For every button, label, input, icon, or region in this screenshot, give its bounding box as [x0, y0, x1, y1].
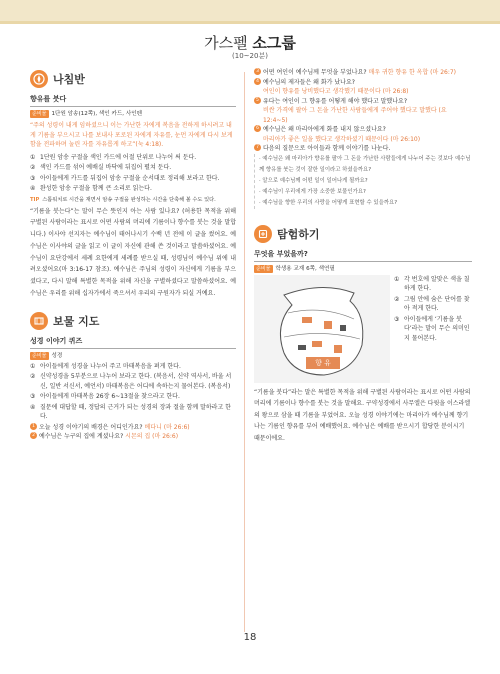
quiz-question: 다음의 질문으로 아이들과 함께 이야기를 나눈다.	[263, 145, 391, 152]
step-item	[30, 362, 236, 372]
materials-text: 학생용 교재 6쪽, 색연필	[275, 265, 335, 272]
section-header-tamheom	[254, 223, 472, 245]
materials-tag: 준비물	[32, 352, 47, 359]
materials-tag: 준비물	[32, 111, 47, 117]
quiz-answer: 마리아가 좋은 일을 했다고 생각하셨기 때문이다 (마 26:10)	[263, 135, 421, 143]
quiz-number: 2	[30, 432, 37, 439]
quiz-number: 5	[254, 97, 261, 104]
section-header-bomul	[30, 310, 236, 332]
right-column	[254, 68, 472, 444]
page-subtitle: (10~20분)	[232, 52, 268, 60]
quiz-item	[254, 68, 472, 78]
explore-icon	[254, 225, 272, 243]
page-number: 18	[243, 632, 257, 643]
subsection-title: 무엇을 부었을까?	[254, 249, 472, 262]
quiz-item	[254, 78, 472, 97]
treasure-map-icon	[30, 312, 48, 330]
materials-text: 1단원 암송(12쪽), 색인 카드, 사인펜	[51, 111, 143, 117]
story-paragraph	[30, 206, 236, 300]
memory-verse: “주의 성령이 내게 임하셨으니 이는 가난한 자에게 복음을 전하게 하시려고 내게 기름을 부으시고 나를 보내사 포로된 자에게 자유를, 눈먼 자에게 다시 보게 함을 전파하며 눌린 자를 자유롭게 하고”(눅 4:18).	[30, 122, 233, 148]
subsection-title: 성경 이야기 퀴즈	[30, 336, 236, 349]
quiz-answer: 베다니 (마 26:6)	[144, 423, 190, 431]
quiz-number: 3	[254, 68, 261, 75]
quiz-number: 4	[254, 78, 261, 85]
step-item	[394, 315, 472, 344]
activity-area	[254, 275, 472, 387]
discussion-questions	[254, 154, 472, 209]
step-text: 각 번호에 알맞은 색을 칠하게 한다.	[404, 275, 470, 292]
step-text: 아이들에게 성경을 나누어 주고 마태복음을 펴게 한다.	[40, 362, 181, 370]
step-text: 그림 안에 숨은 단어를 찾아 적게 한다.	[404, 295, 470, 312]
step-text: 색인 카드를 섞어 예배실 바닥에 뒤집어 펼쳐 둔다.	[40, 164, 172, 171]
discussion-question: · 예수님을 향한 우리의 사랑을 어떻게 표현할 수 있을까요?	[259, 199, 398, 206]
activity-steps	[394, 275, 472, 345]
step-text: 아이들에게 ‘기름을 붓다’라는 말이 무슨 의미인지 물어본다.	[404, 315, 470, 342]
quiz-question: 예수님의 제자들은 왜 화가 났나요?	[263, 78, 355, 86]
tip-text: 스톱워치로 시간을 재면서 암송 구절을 완성하는 시간을 단축해 볼 수도 있다.	[42, 196, 216, 203]
tip-tag: TIP	[30, 196, 40, 203]
section-title: 나침반	[53, 73, 85, 86]
quiz-question: 예수님은 왜 마리아에게 화를 내지 않으셨나요?	[263, 126, 386, 133]
quiz-question: 예수님은 누구의 집에 계셨나요?	[39, 433, 126, 441]
story-body: (허용한 목적을 위해 구별된 사람이라는 표시로 어떤 사람의 머리에 기름이나 향수를 붓는 것을 말합니다.) 이사야 선지자는 예수님이 태어나시기 수백 년 전에 이 글을 썼어요. 예수님은 이사야의 글을 읽고 이 글이 자신에 관해 쓴 것이라고 말씀하셨어요. 예수님이 요단강에서 세례 요한에게 세례를 받으실 때, 성령님이 예수님 위에 내려오셨어요(마 3:16-17 참조). 예수님은 주님의 성령이 자신에게 기름을 부으셨다고, 다시 말해 특별한 목적을 위해 자신을 구별하셨다고 말씀하셨어요. 예수님은 우리를 위해 십자가에서 죽으셔서 우리의 구원자가 되실 거예요.	[30, 207, 237, 298]
illustration-label: 향 유	[315, 358, 331, 367]
quiz-item	[254, 144, 472, 154]
section-title: 탐험하기	[277, 227, 320, 241]
quiz-question: 오늘 성경 이야기의 배경은 어디인가요?	[39, 423, 145, 431]
step-text: 아이들에게 마태복음 26장 6~13절을 찾으라고 한다.	[40, 393, 180, 401]
step-number: ①	[30, 362, 36, 370]
quiz-question: 어떤 여인이 예수님께 무엇을 부었나요?	[263, 69, 369, 76]
step-item	[394, 295, 472, 314]
step-number: ②	[30, 164, 36, 171]
step-item	[30, 153, 236, 163]
story-lead: “기름을 붓는다”는 말이 무슨 뜻인지 아는 사람 있나요?	[30, 207, 180, 215]
materials-row	[254, 265, 472, 273]
quiz-item	[30, 423, 236, 433]
step-item	[30, 372, 236, 391]
section-header-nachimban	[30, 68, 236, 90]
quiz-item	[254, 125, 472, 144]
step-number: ③	[30, 393, 36, 401]
step-item	[30, 163, 236, 173]
compass-icon	[30, 70, 48, 88]
quiz-answer: 여인이 향유를 낭비했다고 생각했기 때문이다 (마 26:8)	[263, 88, 409, 95]
step-number: ③	[394, 315, 400, 323]
quiz-question: 유다는 여인이 그 향유를 어떻게 해야 했다고 말했나요?	[262, 97, 408, 105]
quiz-number: 6	[254, 125, 261, 132]
page-title: 가스펠 소그룹	[204, 34, 296, 52]
quiz-number: 7	[254, 144, 261, 151]
explore-body: 사람의 머리에 기름이나 향수를 붓는 것을 말해요. 구약성경에서 사무엘은 다윗을 이스라엘의 왕으로 삼을 때 기름을 부었어요. 오늘 성경 이야기에는 마리아가 예수님께 향기나는 기름인 향유를 부어 예배했어요. 예수님은 예배를 받으시기 합당한 분이시기 때문이에요.	[254, 388, 471, 442]
step-number: ②	[30, 373, 36, 381]
explore-paragraph	[254, 387, 472, 445]
step-item	[30, 392, 236, 402]
section-title: 보물 지도	[53, 314, 100, 328]
step-number: ④	[30, 185, 36, 192]
step-text: 완성한 암송 구절을 함께 큰 소리로 읽는다.	[40, 185, 152, 192]
quiz-answer: 비싼 가격에 팔아 그 돈을 가난한 사람들에게 주어야 했다고 말했다 (요 12:4~5)	[262, 107, 447, 124]
discussion-question: · 예수님은 왜 마리아가 향유를 팔아 그 돈을 가난한 사람들에게 나누어 주는 것보다 예수님께 향유를 붓는 것이 잘한 일이라고 하셨을까요?	[259, 155, 471, 173]
perfume-jar-illustration	[254, 275, 390, 383]
materials-row	[30, 352, 236, 360]
step-text: 질문에 대답할 때, 정답의 근거가 되는 성경의 장과 절을 함께 말하라고 한다.	[40, 403, 231, 421]
discussion-question: · 예수님이 우리에게 가장 소중한 보물인가요?	[259, 188, 366, 195]
step-number: ①	[30, 153, 36, 161]
step-item	[30, 403, 236, 422]
step-text: 아이들에게 카드를 뒤집어 암송 구절을 순서대로 정리해 보라고 한다.	[40, 174, 220, 182]
materials-tag: 준비물	[256, 265, 271, 272]
step-item	[30, 174, 236, 184]
step-item	[394, 275, 472, 294]
step-number: ①	[394, 275, 400, 283]
quiz-answer: 시몬의 집 (마 26:6)	[125, 433, 179, 441]
quiz-item	[30, 432, 236, 442]
step-item	[30, 184, 236, 194]
step-number: ②	[394, 295, 400, 303]
top-banner	[0, 0, 500, 24]
step-number: ④	[30, 403, 36, 411]
materials-text: 성경	[51, 352, 63, 359]
explore-lead: “기름을 붓다”라는 말은 특별한 목적을 위해 구별된 사람이라는 표시로 어떤	[254, 388, 452, 396]
column-divider	[244, 72, 245, 632]
subsection-title: 향유를 붓다	[30, 94, 236, 107]
quiz-item	[254, 97, 472, 126]
tip-row	[30, 196, 236, 204]
step-text: 신약성경을 5부분으로 나누어 보라고 한다. (복음서, 신약 역사서, 바울 서신, 일반 서신서, 예언서) 마태복음은 어디에 속하는지 물어본다. (복음서)	[40, 373, 232, 390]
quiz-number: 1	[30, 423, 37, 430]
materials-row	[30, 110, 236, 118]
left-column	[30, 68, 236, 442]
step-text: 1단원 암송 구절을 색인 카드에 어절 단위로 나누어 써 둔다.	[40, 153, 197, 161]
step-number: ③	[30, 174, 36, 182]
discussion-question: · 알으로 예수님께 어떤 일이 일어나게 될까요?	[259, 177, 368, 184]
quiz-answer: 매우 귀한 향유 한 옥합 (마 26:7)	[368, 69, 457, 76]
